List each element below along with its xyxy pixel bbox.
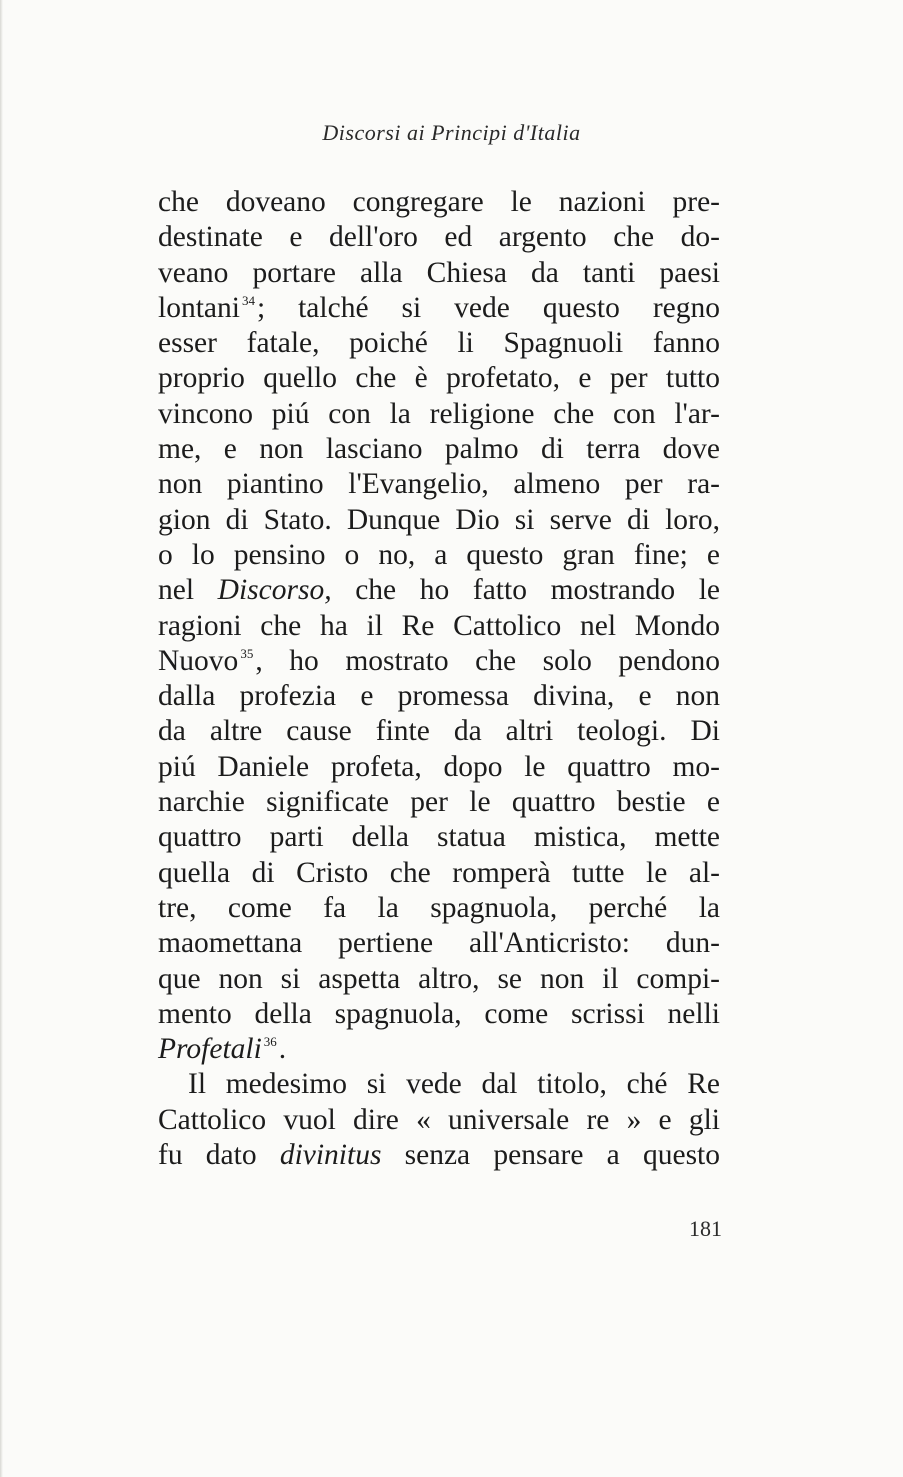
footnote-ref-36: 36 <box>263 1034 277 1050</box>
footnote-ref-34: 34 <box>241 292 255 308</box>
text-fragment: nel <box>158 574 195 607</box>
text-line <box>158 1032 720 1067</box>
text-fragment: ; talché si vede questo regno <box>256 291 720 324</box>
text-line: proprio quello che è profetato, e per tutto <box>158 362 720 395</box>
text-line: dalla profezia e promessa divina, e non <box>158 680 720 713</box>
text-line <box>158 644 720 679</box>
text-line: o lo pensino o no, a questo gran fine; e <box>158 538 720 571</box>
text-fragment: Nuovo <box>158 644 239 677</box>
text-line: ragioni che ha il Re Cattolico nel Mondo <box>158 609 720 642</box>
text-line <box>158 1138 720 1173</box>
body-text <box>158 185 720 1173</box>
text-line: non piantino l'Evangelio, almeno per ra- <box>158 468 720 501</box>
italic-term: divinitus <box>279 1139 382 1172</box>
running-head: Discorsi ai Principi d'Italia <box>322 120 581 145</box>
page-number: 181 <box>689 1216 722 1241</box>
text-line: tre, come fa la spagnuola, perché la <box>158 891 720 924</box>
text-line: maomettana pertiene all'Anticristo: dun- <box>158 927 720 960</box>
footnote-ref-35: 35 <box>240 645 254 661</box>
text-line: piú Daniele profeta, dopo le quattro mo- <box>158 750 720 783</box>
text-line: quella di Cristo che romperà tutte le al- <box>158 856 720 889</box>
text-line: mento della spagnuola, come scrissi nelli <box>158 997 720 1030</box>
text-line: che doveano congregare le nazioni pre- <box>158 186 720 218</box>
text-line: esser fatale, poiché li Spagnuoli fanno <box>158 327 720 360</box>
italic-title: Profetali <box>158 1033 262 1066</box>
text-line <box>158 291 720 326</box>
text-fragment: senza pensare a questo <box>404 1139 720 1172</box>
text-line: Il medesimo si vede dal titolo, ché Re <box>188 1068 720 1101</box>
text-line: Cattolico vuol dire « universale re » e gli <box>158 1103 720 1136</box>
text-fragment: fu dato <box>158 1139 257 1172</box>
text-line: narchie significate per le quattro bestie e <box>158 786 720 819</box>
page-edge <box>0 0 3 1477</box>
text-line: vincono piú con la religione che con l'ar- <box>158 397 720 430</box>
italic-title: Discorso, <box>217 574 332 607</box>
text-line: gion di Stato. Dunque Dio si serve di loro, <box>158 503 720 536</box>
text-line: da altre cause finte da altri teologi. Di <box>158 715 720 748</box>
text-line: destinate e dell'oro ed argento che do- <box>158 221 720 254</box>
text-line: que non si aspetta altro, se non il compi- <box>158 962 720 995</box>
text-fragment: lontani <box>158 291 240 324</box>
text-line: veano portare alla Chiesa da tanti paesi <box>158 256 720 289</box>
text-line <box>158 573 720 608</box>
text-fragment: , ho mostrato che solo pendono <box>255 644 720 677</box>
text-fragment: che ho fatto mostrando le <box>355 574 721 607</box>
text-fragment: . <box>278 1033 287 1066</box>
text-line: quattro parti della statua mistica, mette <box>158 821 720 854</box>
text-line: me, e non lasciano palmo di terra dove <box>158 433 720 466</box>
